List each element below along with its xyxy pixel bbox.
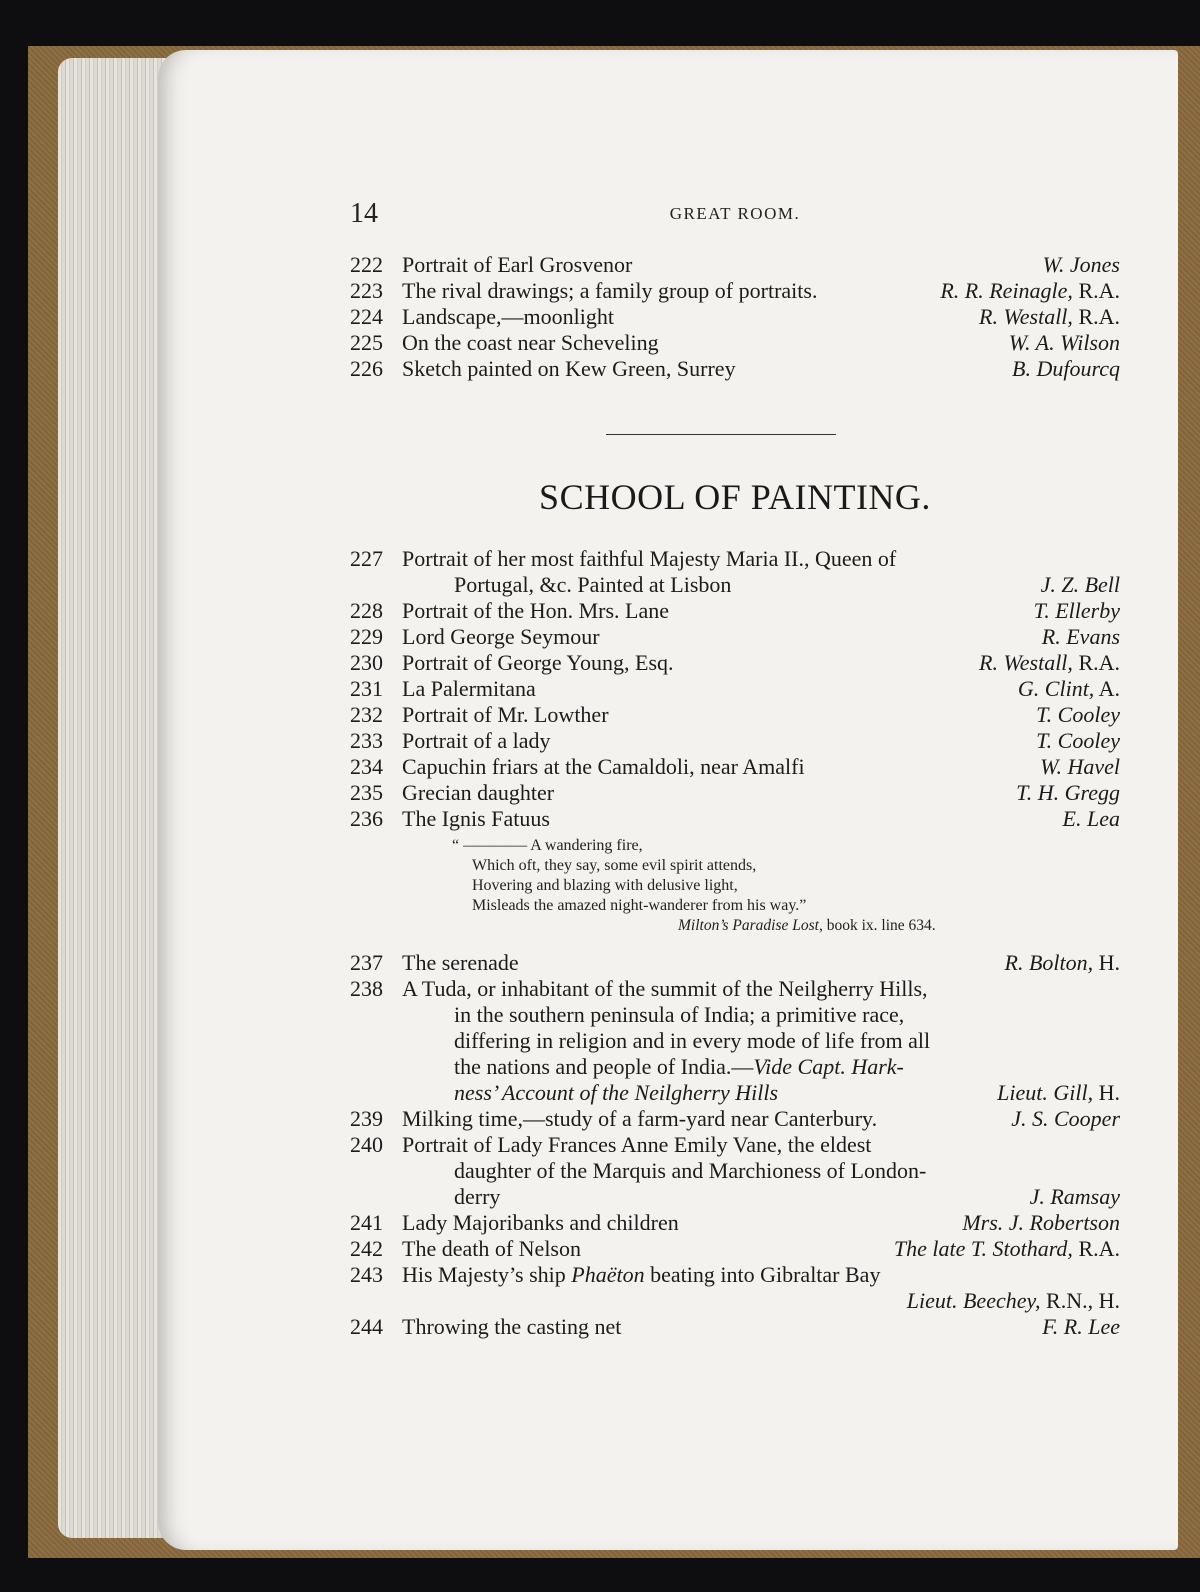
catalogue-entry: 227 Portrait of her most faithful Majesty Maria II., Queen of [350, 546, 897, 571]
catalogue-entry: 229 Lord George Seymour R. Evans [350, 624, 1120, 649]
catalogue-entry: 241 Lady Majoribanks and children Mrs. J. Robertson [350, 1210, 1120, 1235]
entry-continuation: differing in religion and in every mode of life from all [454, 1028, 931, 1053]
catalogue-entry: 232 Portrait of Mr. Lowther T. Cooley [350, 702, 1120, 727]
entry-continuation: ness’ Account of the Neilgherry Hills Lieut. Gill, H. [454, 1080, 1120, 1105]
catalogue-entry: 226 Sketch painted on Kew Green, Surrey B. Dufourcq [350, 356, 1120, 381]
catalogue-entry: 243 His Majesty’s ship Phaëton beating into Gibraltar Bay [350, 1262, 881, 1287]
quotation-line: Which oft, they say, some evil spirit attends, [472, 857, 757, 874]
section-rule [606, 434, 836, 435]
entry-continuation: daughter of the Marquis and Marchioness of London- [454, 1158, 927, 1183]
quotation-line: Hovering and blazing with delusive light, [472, 877, 738, 894]
catalogue-entry: 222 Portrait of Earl Grosvenor W. Jones [350, 252, 1120, 277]
quotation-line: “ ———— A wandering fire, [452, 837, 643, 854]
quotation-line: Misleads the amazed night-wanderer from his way.” [472, 897, 807, 914]
running-head: GREAT ROOM. [669, 204, 801, 223]
catalogue-entry: 239 Milking time,—study of a farm-yard near Canterbury. J. S. Cooper [350, 1106, 1120, 1131]
catalogue-entry: 230 Portrait of George Young, Esq. R. Westall, R.A. [350, 650, 1120, 675]
catalogue-entry: 236 The Ignis Fatuus E. Lea [350, 806, 1120, 831]
catalogue-entry: 234 Capuchin friars at the Camaldoli, near Amalfi W. Havel [350, 754, 1120, 779]
quotation-citation: Milton’s Paradise Lost, book ix. line 634. [678, 917, 936, 934]
catalogue-entry: 242 The death of Nelson The late T. Stothard, R.A. [350, 1236, 1120, 1261]
catalogue-entry: 233 Portrait of a lady T. Cooley [350, 728, 1120, 753]
section-heading: SCHOOL OF PAINTING. [539, 477, 931, 517]
catalogue-entry: 238 A Tuda, or inhabitant of the summit of the Neilgherry Hills, [350, 976, 928, 1001]
entry-continuation: Portugal, &c. Painted at Lisbon J. Z. Bell [454, 572, 1120, 597]
catalogue-entry: 231 La Palermitana G. Clint, A. [350, 676, 1120, 701]
page-header [350, 198, 1120, 228]
catalogue-entry: 235 Grecian daughter T. H. Gregg [350, 780, 1120, 805]
catalogue-entry: 224 Landscape,—moonlight R. Westall, R.A. [350, 304, 1120, 329]
catalogue-entry: 223 The rival drawings; a family group of portraits. R. R. Reinagle, R.A. [350, 278, 1120, 303]
catalogue-entry: 228 Portrait of the Hon. Mrs. Lane T. Ellerby [350, 598, 1120, 623]
entry-continuation: derry J. Ramsay [454, 1184, 1120, 1209]
catalogue-entry: 240 Portrait of Lady Frances Anne Emily Vane, the eldest [350, 1132, 872, 1157]
page-number: 14 [350, 198, 378, 229]
catalogue-entry: 237 The serenade R. Bolton, H. [350, 950, 1120, 975]
catalogue-entry: 244 Throwing the casting net F. R. Lee [350, 1314, 1120, 1339]
catalogue-entry: 225 On the coast near Scheveling W. A. Wilson [350, 330, 1120, 355]
entry-continuation: in the southern peninsula of India; a primitive race, [454, 1002, 905, 1027]
entry-continuation: the nations and people of India.—Vide Capt. Hark- [454, 1054, 904, 1079]
